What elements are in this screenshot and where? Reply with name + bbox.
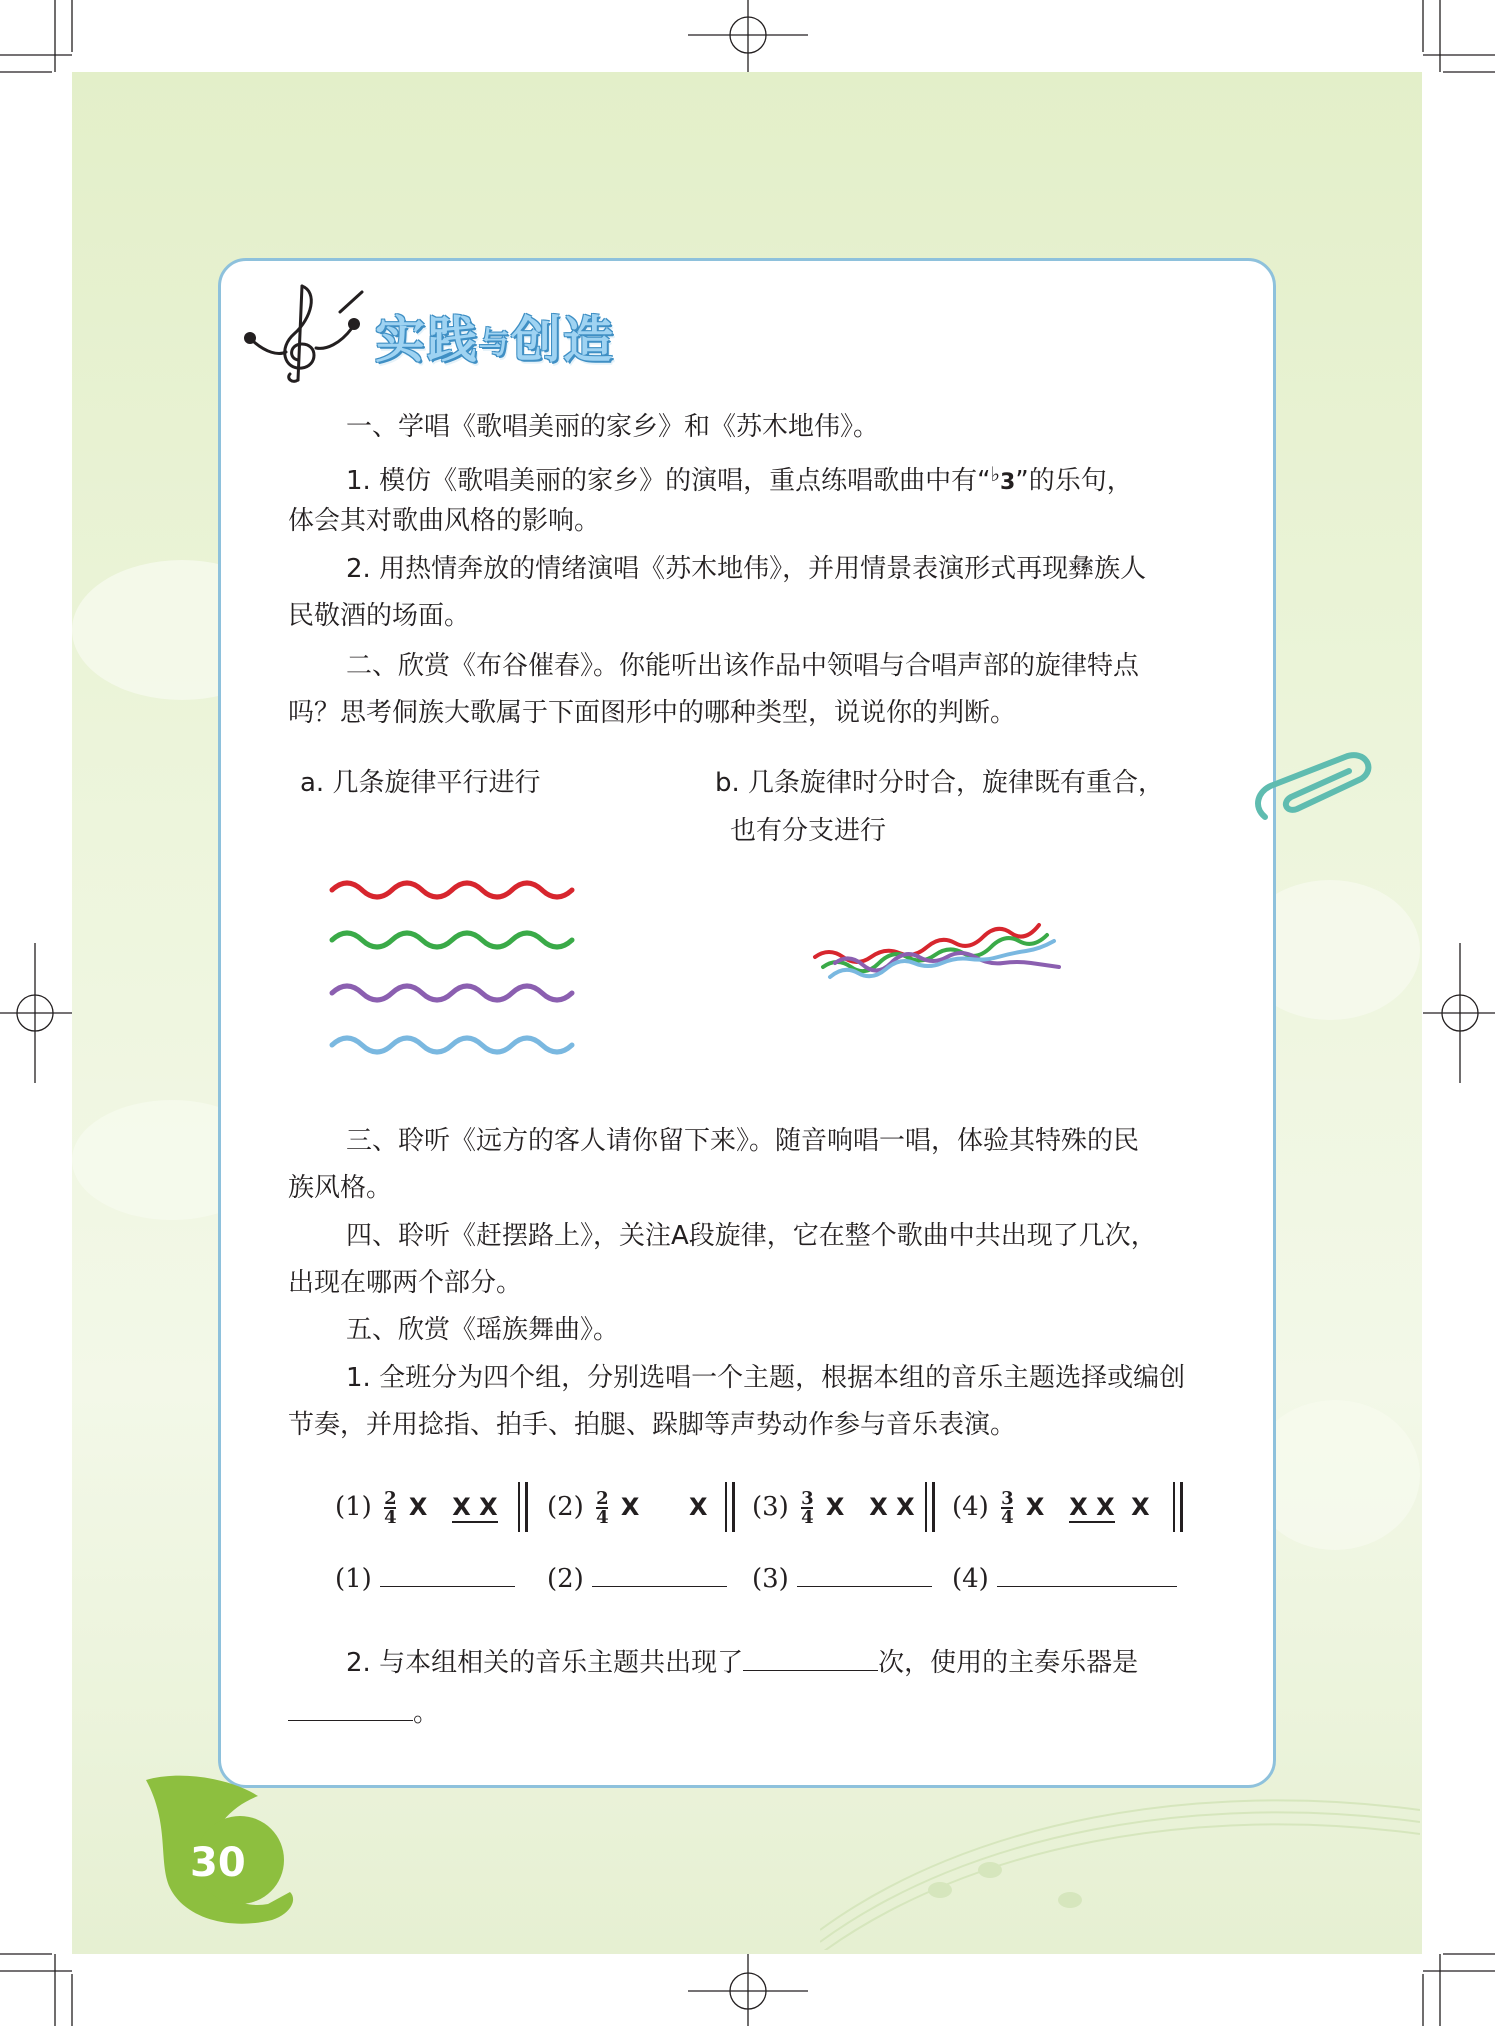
answer-label: (4) <box>952 1564 989 1594</box>
time-sig-top: 3 <box>1001 1488 1014 1509</box>
paragraph-9-text-a: 2. 与本组相关的音乐主题共出现了 <box>346 1648 744 1678</box>
paragraph-1: 一、学唱《歌唱美丽的家乡》和《苏木地伟》。 <box>346 412 880 442</box>
answer-input-4[interactable] <box>997 1560 1177 1587</box>
double-barline <box>925 1482 927 1532</box>
rhythm-number: (1) <box>335 1492 372 1522</box>
paragraph-9 <box>288 1640 1223 1687</box>
time-sig-top: 3 <box>801 1488 814 1509</box>
note-x: X <box>825 1493 845 1521</box>
paragraph-6-cont: 出现在哪两个部分。 <box>288 1268 523 1298</box>
instrument-input[interactable] <box>288 1694 413 1721</box>
flat-three: 3 <box>999 470 1016 495</box>
time-signature <box>801 1490 814 1526</box>
flat-sign: ♭ <box>990 462 1000 486</box>
answer-3 <box>752 1560 932 1594</box>
paragraph-3: 2. 用热情奔放的情绪演唱《苏木地伟》，并用情景表演形式再现彝族人 <box>346 554 1147 584</box>
paragraph-9-end: 。 <box>413 1698 440 1728</box>
answer-4 <box>952 1560 1177 1594</box>
heading-part1: 实践 <box>375 311 479 369</box>
option-b-label-line1: b. 几条旋律时分时合，旋律既有重合， <box>715 768 1165 798</box>
paragraph-7: 五、欣赏《瑶族舞曲》。 <box>346 1315 620 1345</box>
paragraph-9-text-b: 次，使用的主奏乐器是 <box>878 1648 1139 1678</box>
note-x: X <box>1131 1493 1150 1521</box>
paragraph-8: 1. 全班分为四个组，分别选唱一个主题，根据本组的音乐主题选择或编创 <box>346 1363 1186 1393</box>
paragraph-8-cont: 节奏，并用捻指、拍手、拍腿、跺脚等声势动作参与音乐表演。 <box>288 1410 1017 1440</box>
heading-part2: 与 <box>479 326 511 361</box>
double-barline <box>1173 1482 1175 1532</box>
note-x: X <box>1025 1493 1045 1521</box>
double-barline <box>732 1482 735 1532</box>
option-a-label: a. 几条旋律平行进行 <box>300 768 541 798</box>
answer-2 <box>547 1560 727 1594</box>
time-sig-bottom: 4 <box>801 1507 814 1528</box>
page-number: 30 <box>190 1840 246 1886</box>
treble-clef-conductor-icon <box>240 278 365 388</box>
time-sig-bottom: 4 <box>596 1507 609 1528</box>
heading-part3: 创造 <box>511 311 615 369</box>
paperclip-icon <box>1245 745 1375 840</box>
wave-blue <box>332 1038 572 1052</box>
answer-1 <box>335 1560 515 1594</box>
time-sig-bottom: 4 <box>384 1507 397 1528</box>
rhythm-2 <box>547 1490 708 1526</box>
double-barline <box>518 1482 520 1532</box>
paragraph-4: 二、欣赏《布谷催春》。你能听出该作品中领唱与合唱声部的旋律特点 <box>346 651 1140 681</box>
note-x-pair: X X <box>869 1493 915 1521</box>
answer-input-3[interactable] <box>797 1560 932 1587</box>
paragraph-5-cont: 族风格。 <box>288 1173 393 1203</box>
page-number-badge <box>140 1770 320 1934</box>
time-sig-top: 2 <box>384 1488 397 1509</box>
answer-label: (3) <box>752 1564 789 1594</box>
wave-purple <box>332 986 572 1000</box>
time-signature <box>1001 1490 1014 1526</box>
double-barline <box>1180 1482 1183 1532</box>
rhythm-1 <box>335 1490 498 1526</box>
rhythm-number: (3) <box>752 1492 789 1522</box>
paragraph-5: 三、聆听《远方的客人请你留下来》。随音响唱一唱，体验其特殊的民 <box>346 1126 1140 1156</box>
wave-green <box>332 933 572 947</box>
paragraph-2-text-b: ”的乐句， <box>1015 466 1133 496</box>
parallel-melody-diagram <box>320 865 590 1065</box>
wave-red <box>332 883 572 897</box>
rhythm-4 <box>952 1490 1150 1526</box>
answer-input-2[interactable] <box>592 1560 727 1587</box>
time-sig-top: 2 <box>596 1488 609 1509</box>
time-signature <box>596 1490 609 1526</box>
occurrence-count-input[interactable] <box>743 1644 878 1671</box>
option-b-label-line2: 也有分支进行 <box>730 816 887 846</box>
note-x-pair: X X <box>452 1493 498 1521</box>
intertwined-melody-diagram <box>805 915 1095 995</box>
note-x-pair: X X <box>1069 1493 1115 1521</box>
paragraph-9-cont <box>288 1690 1223 1737</box>
double-barline <box>725 1482 727 1532</box>
double-barline <box>525 1482 528 1532</box>
rhythm-number: (2) <box>547 1492 584 1522</box>
note-x: X <box>689 1493 708 1521</box>
answer-input-1[interactable] <box>380 1560 515 1587</box>
note-x: X <box>620 1493 640 1521</box>
section-heading <box>375 310 615 374</box>
double-barline <box>932 1482 935 1532</box>
paragraph-6: 四、聆听《赶摆路上》，关注A段旋律，它在整个歌曲中共出现了几次， <box>346 1221 1157 1251</box>
paragraph-2-text-a: 1. 模仿《歌唱美丽的家乡》的演唱，重点练唱歌曲中有“ <box>346 466 991 496</box>
time-signature <box>384 1490 397 1526</box>
paragraph-3-cont: 民敬酒的场面。 <box>288 601 471 631</box>
music-staff-decoration <box>820 1780 1420 1950</box>
answer-label: (1) <box>335 1564 372 1594</box>
note-x: X <box>408 1493 428 1521</box>
time-sig-bottom: 4 <box>1001 1507 1014 1528</box>
paragraph-4-cont: 吗？思考侗族大歌属于下面图形中的哪种类型，说说你的判断。 <box>288 698 1017 728</box>
rhythm-3 <box>752 1490 915 1526</box>
paragraph-2-cont: 体会其对歌曲风格的影响。 <box>288 506 601 536</box>
answer-label: (2) <box>547 1564 584 1594</box>
rhythm-number: (4) <box>952 1492 989 1522</box>
